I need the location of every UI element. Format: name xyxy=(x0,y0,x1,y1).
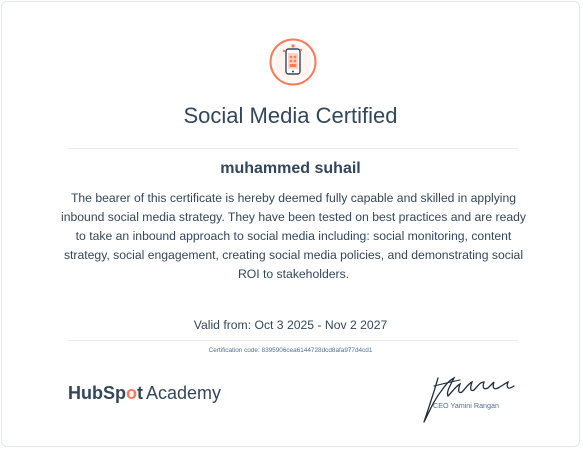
certificate-title: Social Media Certified xyxy=(183,103,398,128)
certificate-description: The bearer of this certificate is hereby deemed fully capable and skilled in applying inbound social media strategy. They have been tested on best practices and are ready to take an inbound approach to social media including: social monitoring, content strategy, social engagement, creating social media policies, and demonstrating social ROI to stakeholders. xyxy=(61,191,526,281)
divider xyxy=(68,340,518,341)
recipient-name: muhammed suhail xyxy=(220,160,361,177)
signature-icon xyxy=(420,370,520,426)
divider xyxy=(68,148,518,149)
certificate-card xyxy=(1,1,580,447)
sprocket-icon: o xyxy=(126,383,137,403)
logo-brand: HubSpot xyxy=(68,383,143,403)
hubspot-academy-logo xyxy=(68,383,221,409)
smartphone-badge-icon xyxy=(269,38,317,86)
validity-dates: Valid from: Oct 3 2025 - Nov 2 2027 xyxy=(193,318,388,332)
signatory-caption: CEO Yamini Rangan xyxy=(433,401,500,410)
certification-code: Certification code: 8395906cea6144728dcd8afa977d4cd1 xyxy=(208,347,373,354)
logo-academy: Academy xyxy=(146,383,222,403)
